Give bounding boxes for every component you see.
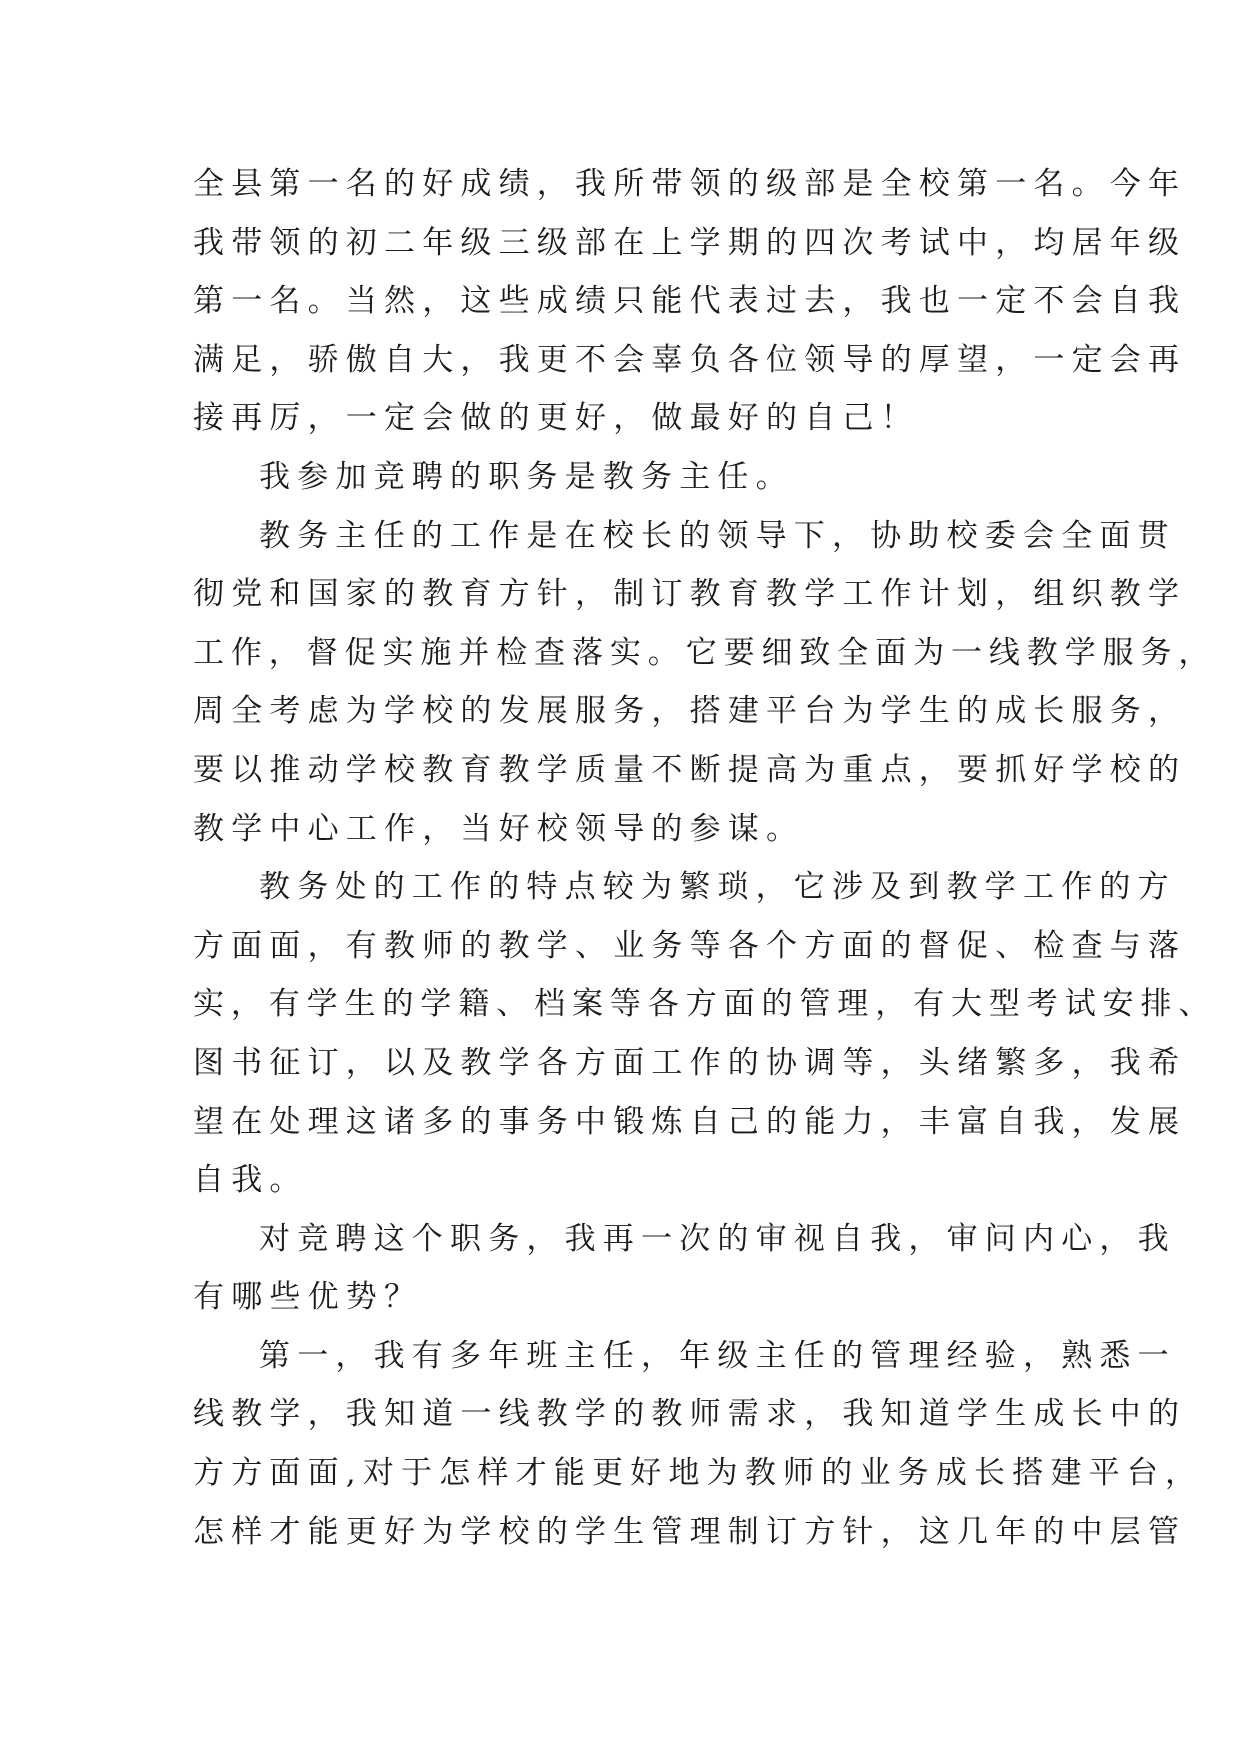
text-line: 实，有学生的学籍、档案等各方面的管理，有大型考试安排、	[193, 986, 1217, 1023]
text-line: 我带领的初二年级三级部在上学期的四次考试中，均居年级	[193, 224, 1187, 261]
text-line: 要以推动学校教育教学质量不断提高为重点，要抓好学校的	[193, 751, 1187, 788]
text-line: 对竞聘这个职务，我再一次的审视自我，审问内心，我	[259, 1220, 1176, 1257]
text-line: 教务主任的工作是在校长的领导下，协助校委会全面贯	[259, 517, 1176, 554]
text-line: 教学中心工作，当好校领导的参谋。	[193, 810, 805, 847]
text-line: 方面面，有教师的教学、业务等各个方面的督促、检查与落	[193, 927, 1187, 964]
text-line: 方方面面,对于怎样才能更好地为教师的业务成长搭建平台，	[193, 1455, 1204, 1492]
document-body	[193, 155, 1217, 1561]
text-line: 工作，督促实施并检查落实。它要细致全面为一线教学服务，	[193, 634, 1217, 671]
text-line: 周全考虑为学校的发展服务，搭建平台为学生的成长服务，	[193, 693, 1187, 730]
text-line: 自我。	[193, 1162, 308, 1199]
text-line: 第一，我有多年班主任，年级主任的管理经验，熟悉一	[259, 1337, 1176, 1374]
text-line: 第一名。当然，这些成绩只能代表过去，我也一定不会自我	[193, 283, 1187, 320]
text-line: 满足，骄傲自大，我更不会辜负各位领导的厚望，一定会再	[193, 341, 1187, 378]
text-line: 接再厉，一定会做的更好，做最好的自己！	[193, 400, 919, 437]
text-line: 我参加竞聘的职务是教务主任。	[259, 458, 794, 495]
text-line: 有哪些优势？	[193, 1279, 423, 1316]
text-line: 全县第一名的好成绩，我所带领的级部是全校第一名。今年	[193, 166, 1187, 202]
text-line: 彻党和国家的教育方针，制订教育教学工作计划，组织教学	[193, 576, 1187, 613]
text-line: 线教学，我知道一线教学的教师需求，我知道学生成长中的	[193, 1396, 1187, 1433]
text-line: 图书征订，以及教学各方面工作的协调等，头绪繁多，我希	[193, 1044, 1187, 1081]
text-line: 怎样才能更好为学校的学生管理制订方针，这几年的中层管	[193, 1513, 1187, 1550]
text-line: 望在处理这诸多的事务中锻炼自己的能力，丰富自我，发展	[193, 1103, 1187, 1140]
text-line: 教务处的工作的特点较为繁琐，它涉及到教学工作的方	[259, 869, 1176, 906]
